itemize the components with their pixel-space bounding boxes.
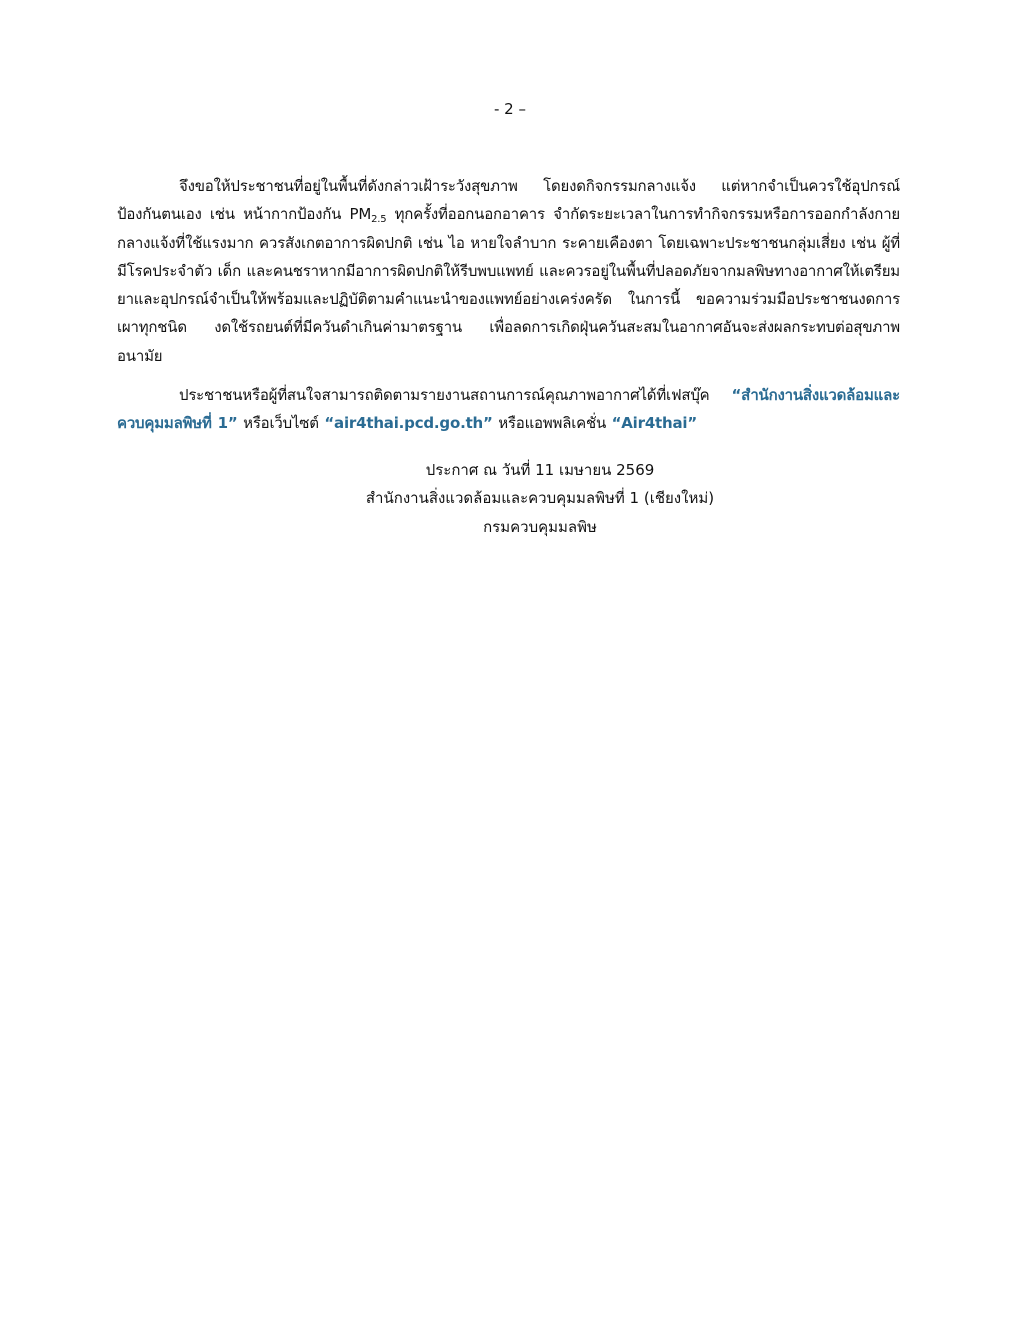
pm-label: PM bbox=[349, 205, 372, 224]
announcement-date: ประกาศ ณ วันที่ 11 เมษายน 2569 bbox=[425, 461, 655, 479]
advisory-text-start: จึงขอให้ประชาชนที่อยู่ในพื้นที่ดังกล่าวเฝ้าระวังสุขภาพ โดยงดกิจกรรมกลางแจ้ง แต่หากจำเป็นควรใช้อุปกรณ์ป้องกันตนเอง เช่น หน้ากากป้องกัน bbox=[117, 177, 900, 224]
advisory-paragraph bbox=[117, 172, 900, 370]
or-app-text: หรือแอพพลิเคชั่น bbox=[492, 414, 612, 433]
app-link[interactable]: “Air4thai” bbox=[611, 414, 698, 433]
issuing-office: สำนักงานสิ่งแวดล้อมและควบคุมมลพิษที่ 1 (เชียงใหม่) bbox=[365, 489, 715, 508]
facebook-page-link[interactable]: “สำนักงานสิ่งแวดล้อมและควบคุมมลพิษที่ 1” bbox=[117, 386, 900, 433]
issuing-department: กรมควบคุมมลพิษ bbox=[483, 517, 597, 536]
pm-subscript: 2.5 bbox=[371, 214, 387, 226]
contact-intro: ประชาชนหรือผู้ที่สนใจสามารถติดตามรายงานสถานการณ์คุณภาพอากาศได้ที่เฟสบุ๊ค bbox=[179, 386, 732, 405]
signature-block bbox=[340, 456, 740, 541]
website-link[interactable]: “air4thai.pcd.go.th” bbox=[324, 414, 493, 433]
advisory-text-end: ทุกครั้งที่ออกนอกอาคาร จำกัดระยะเวลาในการทำกิจกรรมหรือการออกกำลังกายกลางแจ้งที่ใช้แรงมาก ควรสังเกตอาการผิดปกติ เช่น ไอ หายใจลำบาก ระคายเคืองตา โดยเฉพาะประชาชนกลุ่มเสี่ยง เช่น ผู้ที่มีโรคประจำตัว เด็ก และคนชราหากมีอาการผิดปกติให้รีบพบแพทย์ และควรอยู่ในพื้นที่ปลอดภัยจากมลพิษทางอากาศให้เตรียมยาและอุปกรณ์จำเป็นให้พร้อมและปฏิบัติตามคำแนะนำของแพทย์อย่างเคร่งครัด ในการนี้ ขอความร่วมมือประชาชนงดการเผาทุกชนิด งดใช้รถยนต์ที่มีควันดำเกินค่ามาตรฐาน เพื่อลดการเกิดฝุ่นควันสะสมในอากาศอันจะส่งผลกระทบต่อสุขภาพอนามัย bbox=[117, 205, 901, 365]
document-body bbox=[117, 172, 900, 438]
page-number: - 2 – bbox=[494, 100, 526, 118]
contact-paragraph bbox=[117, 381, 900, 438]
or-website-text: หรือเว็บไซต์ bbox=[237, 414, 325, 433]
